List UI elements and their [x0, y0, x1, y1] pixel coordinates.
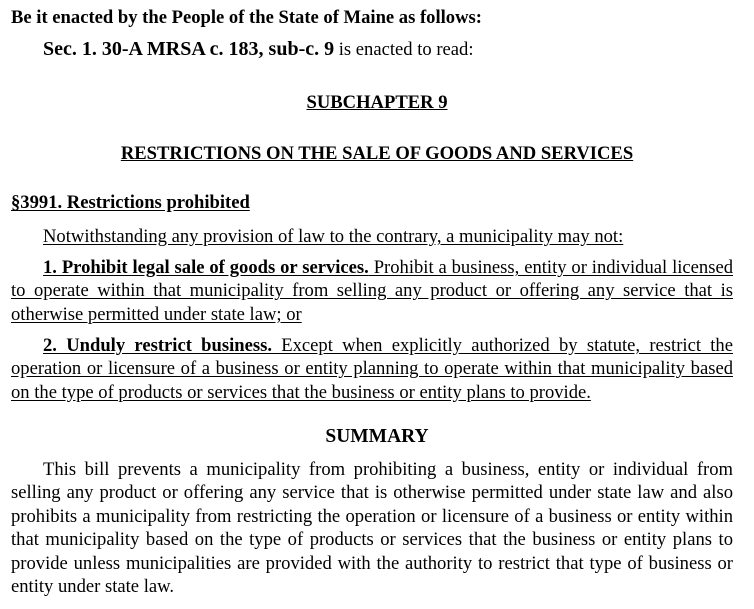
section-line: [43, 38, 474, 61]
section-heading: Sec. 1. 30-A MRSA c. 183, sub-c. 9: [43, 38, 335, 60]
item-text-2: Except when explicitly authorized by statute, restrict the operation or licensure of a business or entity planning to operate within that municipality based on the type of products or services that the business or entity plans to provide.: [11, 335, 733, 403]
item-text-1: Prohibit a business, entity or individual licensed to operate within that municipality from selling any product or offering any service that is otherwise permitted under state law; or: [11, 257, 733, 325]
subchapter-name: RESTRICTIONS ON THE SALE OF GOODS AND SERVICES: [120, 143, 634, 164]
section-tail: is enacted to read:: [334, 39, 474, 60]
item-paragraph-2: [11, 334, 733, 404]
item-paragraph-1: [11, 256, 733, 326]
subchapter-title: SUBCHAPTER 9: [306, 92, 448, 113]
summary-paragraph: This bill prevents a municipality from prohibiting a business, entity or individual from selling any product or offering any service that is otherwise permitted under state law and also prohibits a municipality from restricting the operation or licensure of a business or entity within that municipality based on the type of products or services that the business or entity plans to provide unless municipalities are provided with the authority to restrict that type of business or entity under state law.: [11, 459, 733, 598]
statute-section-title: §3991. Restrictions prohibited: [11, 192, 250, 213]
intro-paragraph: Notwithstanding any provision of law to the contrary, a municipality may not:: [43, 226, 624, 247]
item-heading-2: 2. Unduly restrict business.: [43, 335, 272, 356]
enacting-clause: Be it enacted by the People of the State of Maine as follows:: [11, 7, 482, 28]
item-heading-1: 1. Prohibit legal sale of goods or services.: [43, 257, 369, 278]
summary-heading: SUMMARY: [325, 426, 429, 447]
